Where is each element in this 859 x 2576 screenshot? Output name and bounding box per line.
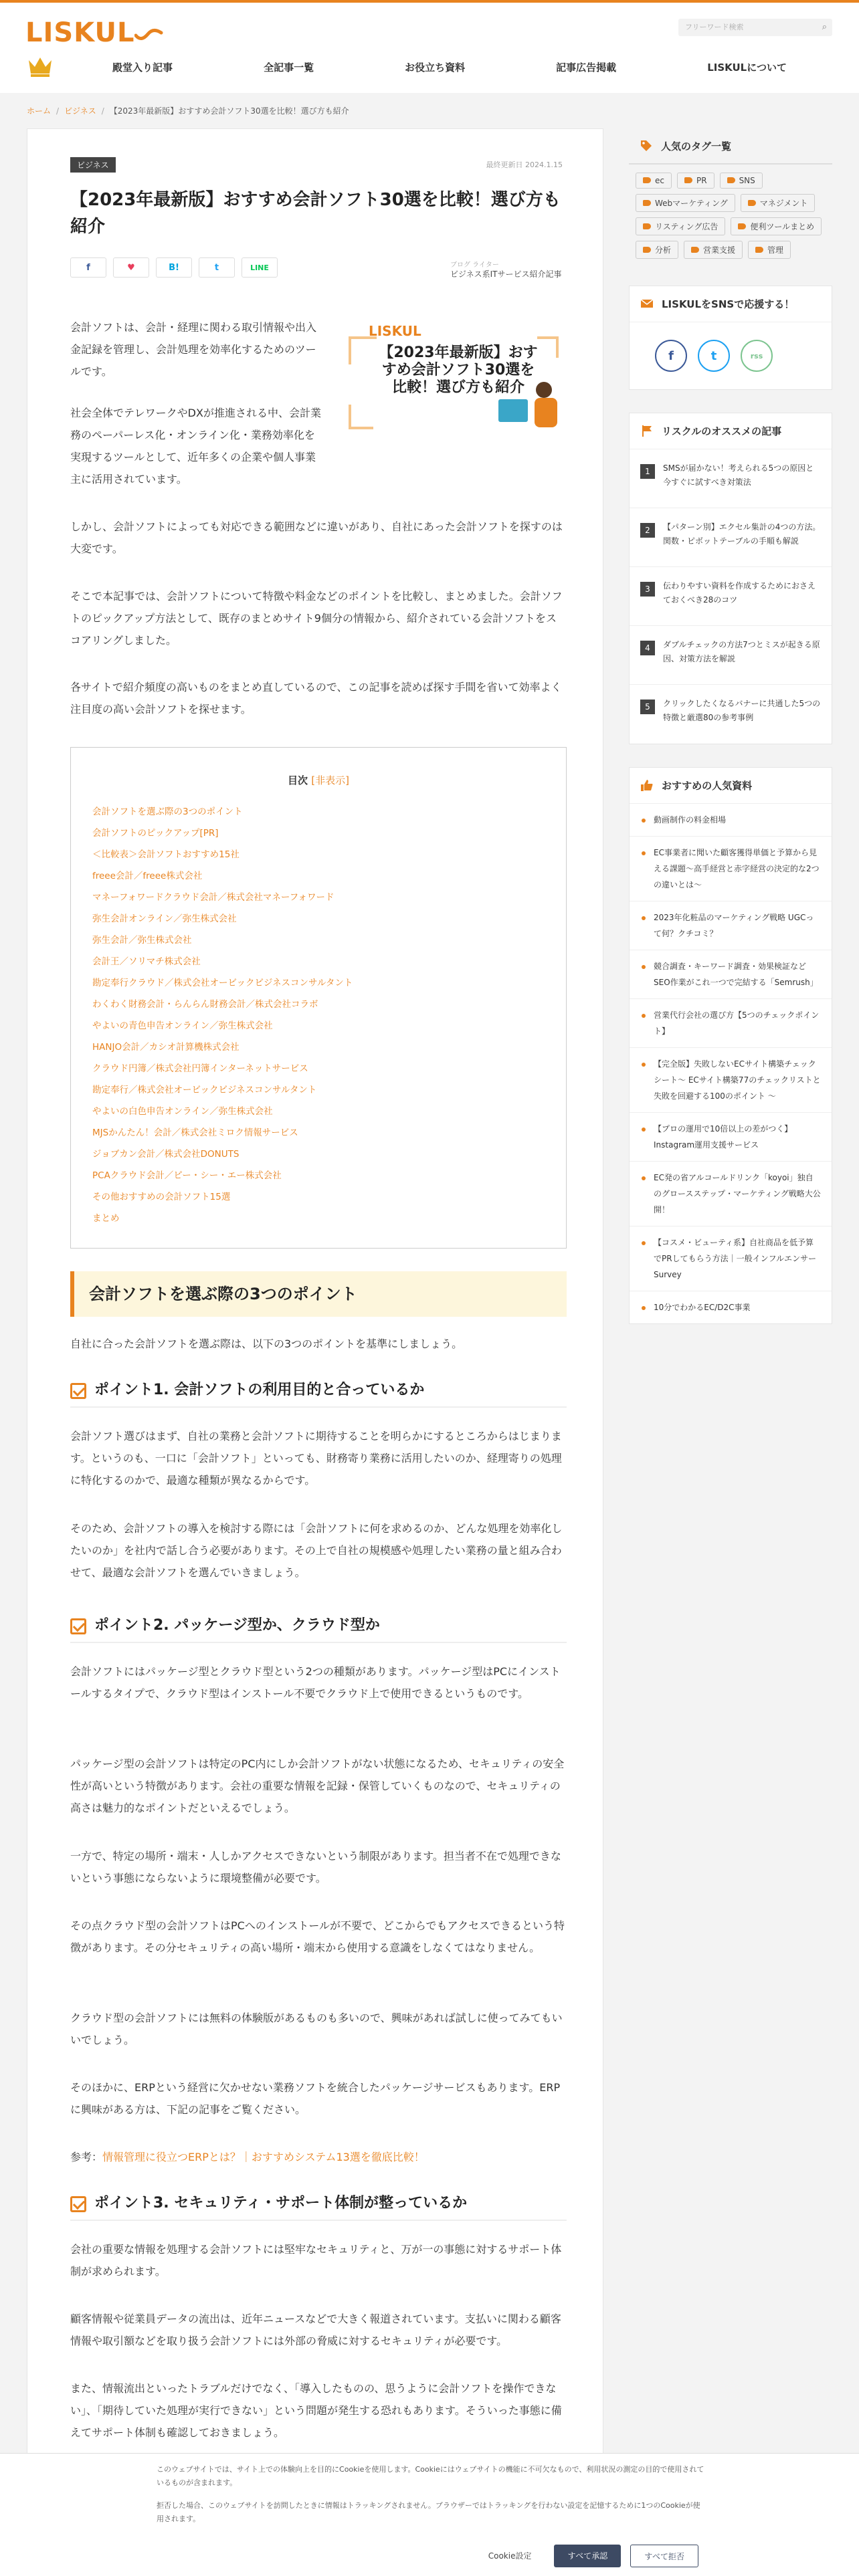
toc-item[interactable]: HANJO会計／カシオ計算機株式会社 [92,1042,240,1053]
list-item[interactable]: 10分でわかるEC/D2C事業 [630,1291,832,1323]
point-2-paragraph-e: クラウド型の会計ソフトには無料の体験版があるものも多いので、興味があれば試しに使ってみてもいいでしょう。 [70,2012,563,2046]
category-badge[interactable]: ビジネス [70,157,116,173]
search-input[interactable]: フリーワード検索 ⌕ [678,19,832,36]
checkbox-icon [70,2196,86,2212]
documents-title: おすすめの人気資料 [662,780,753,792]
toc-item[interactable]: ジョブカン会計／株式会社DONUTS [92,1149,240,1160]
toc-title: 目次 [288,774,308,786]
nav-item-hall-of-fame[interactable]: 殿堂入り記事 [112,62,173,74]
tag-list [629,165,832,263]
sns-title: LISKULをSNSで応援する！ [662,298,795,310]
point-3-heading: ポイント3. セキュリティ・サポート体制が整っているか [70,2190,567,2221]
tag-item[interactable]: ec [636,173,672,189]
point-1-paragraph-a: 会計ソフト選びはまず、自社の業務と会計ソフトに期待することを明らかにするところからはじまります。というのも、一口に「会計ソフト」といっても、財務寄り業務に活用したいのか、経理寄りの処理に特化するのかで、最適な種類が異なるからです。 [70,1430,562,1487]
page-title: 【2023年最新版】おすすめ会計ソフト30選を比較！選び方も紹介 [70,190,561,237]
sidebar [629,128,832,1347]
toc-item[interactable]: 弥生会計オンライン／弥生株式会社 [92,914,237,924]
list-item[interactable]: 3 伝わりやすい資料を作成するためにおさえておくべき28のコツ [630,567,832,626]
tag-item[interactable]: 分析 [636,241,678,259]
thumbs-up-icon [640,778,654,792]
rank-number: 3 [640,582,655,597]
list-item[interactable]: 【プロの運用で10倍以上の差がつく】Instagram運用支援サービス [630,1113,832,1162]
toc-item[interactable]: クラウド円簿／株式会社円簿インターネットサービス [92,1063,308,1074]
rank-number: 4 [640,641,655,655]
search-icon[interactable]: ⌕ [822,22,827,32]
point-3-paragraph-b: 顧客情報や従業員データの流出は、近年ニュースなどで大きく報道されています。支払いに関わる顧客情報や取引額などを取り扱う会計ソフトには外部の脅威に対するセキュリティが必要です。 [70,2313,561,2347]
author-name[interactable]: ビジネス系ITサービス紹介記事 [450,270,562,279]
toc-item[interactable]: やよいの白色申告オンライン／弥生株式会社 [92,1106,273,1117]
cookie-banner [0,2453,859,2576]
logo-swish-icon [134,26,164,42]
nav-item-all-articles[interactable]: 全記事一覧 [264,62,314,74]
breadcrumb-category[interactable]: ビジネス [64,106,96,116]
intro-paragraph-4: そこで本記事では、会計ソフトについて特徴や料金などのポイントを比較し、まとめました。会計ソフトのピックアップ方法として、既存のまとめサイト9個分の情報から、紹介されている会計ソフトをスコアリングしました。 [70,590,563,647]
toc-item[interactable]: 勘定奉行／株式会社オービックビジネスコンサルタント [92,1085,317,1095]
list-item[interactable]: 2023年化粧品のマーケティング戦略 UGCって何？クチコミ？ [630,901,832,950]
author-label: ブログ ライター [450,261,499,269]
toc-item[interactable]: 会計ソフトのピックアップ[PR] [92,828,219,839]
share-line-button[interactable]: LINE [242,257,278,278]
checkbox-icon [70,1618,86,1634]
recommended-title: リスクルのオススメの記事 [662,425,782,437]
updated-date: 最終更新日 2024.1.15 [486,160,563,169]
reference-link[interactable]: 情報管理に役立つERPとは？｜おすすめシステム13選を徹底比較！ [102,2151,425,2163]
twitter-icon[interactable]: t [698,340,730,372]
rank-number: 5 [640,700,655,714]
list-item[interactable]: EC事業者に聞いた顧客獲得単価と予算から見える課題〜高手経営と赤字経営の決定的な2つの違いとは〜 [630,837,832,901]
toc-list [92,801,353,1229]
list-item[interactable]: 【コスメ・ビューティ系】自社商品を低予算でPRしてもらう方法｜一般インフルエンサーSurvey [630,1226,832,1291]
article-main [27,128,603,2576]
checkbox-icon [70,1383,86,1399]
toc-item[interactable]: freee会計／freee株式会社 [92,871,203,881]
thumbnail-title: 【2023年最新版】おすすめ会計ソフト30選を比較！選び方も紹介 [379,344,538,396]
share-buttons [70,257,278,278]
point-2-paragraph-c: 一方で、特定の場所・端末・人しかアクセスできないという制限があります。担当者不在で処理できないという事態にならないように環境整備が必要です。 [70,1850,561,1885]
nav-item-about[interactable]: LISKULについて [707,62,787,74]
toc-item[interactable]: 勘定奉行クラウド／株式会社オービックビジネスコンサルタント [92,978,353,988]
share-facebook-button[interactable]: f [70,257,106,278]
point-3-paragraph-a: 会社の重要な情報を処理する会計ソフトには堅牢なセキュリティと、万が一の事態に対するサポート体制が求められます。 [70,2243,562,2278]
crown-icon [27,55,54,78]
facebook-icon[interactable]: f [655,340,687,372]
toc-item[interactable]: その他おすすめの会計ソフト15選 [92,1192,231,1202]
list-item[interactable]: 4 ダブルチェックの方法7つとミスが起きる原因、対策方法を解説 [630,626,832,685]
tags-widget [629,128,832,263]
article-thumbnail [343,318,567,438]
point-2-paragraph-d: その点クラウド型の会計ソフトはPCへのインストールが不要で、どこからでもアクセスできるという特徴があります。その分セキュリティの高い場所・端末から使用する意識をしなくてはなりません。 [70,1919,565,1954]
breadcrumb: ホーム / ビジネス / 【2023年最新版】おすすめ会計ソフト30選を比較！選び方も紹介 [27,106,349,116]
tag-icon [640,139,653,152]
list-item[interactable]: 営業代行会社の選び方【5つのチェックポイント】 [630,999,832,1048]
recommended-widget [629,413,832,744]
list-item[interactable]: 5 クリックしたくなるバナーに共通した5つの特徴と厳選80の参考事例 [630,685,832,744]
intro-paragraph-1: 会計ソフトは、会計・経理に関わる取引情報や出入金記録を管理し、会計処理を効率化するためのツールです。 [70,321,317,378]
toc-item[interactable]: まとめ [92,1213,120,1224]
cookie-accept-button[interactable]: すべて承認 [554,2545,621,2567]
toc-toggle-button[interactable]: [非表示] [311,774,349,786]
intro-paragraph-2: 社会全体でテレワークやDXが推進される中、会計業務のペーパーレス化・オンライン化・業務効率化を実現するツールとして、近年多くの企業や個人事業主に活用されています。 [70,407,321,486]
tag-item[interactable]: 便利ツールまとめ [731,217,822,235]
toc-item[interactable]: PCAクラウド会計／ピー・シー・エー株式会社 [92,1170,282,1181]
intro-paragraph-3: しかし、会計ソフトによっても対応できる範囲などに違いがあり、自社にあった会計ソフトを探すのは大変です。 [70,520,563,555]
site-header [0,3,859,93]
point-2-paragraph-f: そのほかに、ERPという経営に欠かせない業務ソフトを統合したパッケージサービスもあります。ERPに興味がある方は、下記の記事をご覧ください。 [70,2081,561,2116]
toc-item[interactable]: 弥生会計／弥生株式会社 [92,935,192,946]
section-heading: 会計ソフトを選ぶ際の3つのポイント [70,1271,567,1317]
point-2-heading: ポイント2. パッケージ型か、クラウド型か [70,1612,567,1643]
cookie-reject-button[interactable]: すべて拒否 [630,2545,698,2567]
documents-widget [629,767,832,1324]
rank-number: 2 [640,523,655,538]
section-lead: 自社に合った会計ソフトを選ぶ際は、以下の3つのポイントを基準にしましょう。 [70,1337,463,1350]
breadcrumb-current: 【2023年最新版】おすすめ会計ソフト30選を比較！選び方も紹介 [109,106,349,116]
list-item[interactable]: 1 SMSが届かない！考えられる5つの原因と今すぐに試すべき対策法 [630,449,832,508]
cookie-text-1: このウェブサイトでは、サイト上での体験向上を目的にCookieを使用します。Cookieにはウェブサイトの機能に不可欠なもので、利用状況の測定の目的で使用されているものが含まれます。 [157,2465,704,2487]
thumbnail-logo: LISKUL [369,323,421,339]
list-item[interactable]: 競合調査・キーワード調査・効果検証などSEO作業がこれ一つで完結する「Semrush」 [630,950,832,999]
reference-line: 参考：情報管理に役立つERPとは？｜おすすめシステム13選を徹底比較！ [70,2151,425,2163]
sns-widget [629,286,832,390]
mail-icon [640,297,654,310]
toc-item[interactable]: やよいの青色申告オンライン／弥生株式会社 [92,1021,273,1031]
breadcrumb-home[interactable]: ホーム [27,106,52,116]
rank-number: 1 [640,464,655,479]
share-twitter-button[interactable]: t [199,257,235,278]
tags-title: 人気のタグ一覧 [661,140,732,152]
nav-item-resources[interactable]: お役立ち資料 [405,62,466,74]
tag-item[interactable]: リスティング広告 [636,217,725,235]
tag-item[interactable]: 管理 [748,241,791,259]
site-logo[interactable]: LISKUL [25,17,164,48]
list-item[interactable]: EC発の省アルコールドリンク「koyoi」独自のグロースステップ・マーケティング戦略大公開！ [630,1162,832,1226]
nav-item-ads[interactable]: 記事広告掲載 [556,62,617,74]
table-of-contents [70,747,567,1249]
share-hatena-button[interactable]: B! [156,257,192,278]
main-nav [67,60,832,74]
intro-paragraph-5: 各サイトで紹介頻度の高いものをまとめ直しているので、この記事を読めば探す手間を省いて効率よく注目度の高い会計ソフトを探せます。 [70,681,562,716]
point-1-heading: ポイント1. 会計ソフトの利用目的と合っているか [70,1377,567,1408]
toc-item[interactable]: 会計王／ソリマチ株式会社 [92,956,201,967]
toc-item[interactable]: わくわく財務会計・らんらん財務会計／株式会社コラボ [92,999,318,1010]
rss-icon[interactable]: rss [741,340,773,372]
flag-icon [640,424,654,437]
toc-item[interactable]: 会計ソフトを選ぶ際の3つのポイント [92,807,243,817]
share-pocket-button[interactable]: ♥ [113,257,149,278]
toc-item[interactable]: マネーフォワードクラウド会計／株式会社マネーフォワード [92,892,335,903]
point-2-paragraph-b: パッケージ型の会計ソフトは特定のPC内にしか会計ソフトがない状態になるため、セキュリティの安全性が高いという特徴があります。会社の重要な情報を記録・保管していくものなので、セキュリティの高さは魅力的なポイントだといえるでしょう。 [70,1757,565,1814]
toc-item[interactable]: MJSかんたん！会計／株式会社ミロク情報サービス [92,1128,298,1138]
point-2-paragraph-a: 会計ソフトにはパッケージ型とクラウド型という2つの種類があります。パッケージ型はPCにインストールするタイプで、クラウド型はインストール不要でクラウド上で使用できるというものです。 [70,1665,561,1700]
tag-item[interactable]: 営業支援 [684,241,743,259]
cookie-settings-button[interactable]: Cookie設定 [475,2545,545,2567]
list-item[interactable]: 【完全版】失敗しないECサイト構築チェックシート〜 ECサイト構築77のチェックリストと失敗を回避する100のポイント 〜 [630,1048,832,1113]
tag-item[interactable]: PR [677,173,714,189]
tag-item[interactable]: Webマーケティング [636,194,735,212]
cookie-text-2: 拒否した場合、このウェブサイトを訪問したときに情報はトラッキングされません。ブラウザーではトラッキングを行わない設定を記憶するために1つのCookieが使用されます。 [157,2501,700,2523]
list-item[interactable]: 2 【パターン別】エクセル集計の4つの方法。関数・ピボットテーブルの手順も解説 [630,508,832,567]
tag-item[interactable]: マネジメント [741,194,816,212]
point-3-paragraph-c: また、情報流出といったトラブルだけでなく、「導入したものの、思うように会計ソフトを操作できない」、「期待していた処理が実行できない」という問題が発生する恐れもあります。そういった事態に備えてサポート体制も確認しておきましょう。 [70,2382,562,2439]
list-item[interactable]: 動画制作の料金相場 [630,804,832,837]
point-1-paragraph-b: そのため、会計ソフトの導入を検討する際には「会計ソフトに何を求めるのか、どんな処理を効率化したいのか」を社内で話し合う必要があります。その上で自社の規模感や処理したい業務の量と組み合わせて、最適な会計ソフトを選んでいきましょう。 [70,1522,563,1579]
toc-item[interactable]: ＜比較表＞会計ソフトおすすめ15社 [92,849,240,860]
tag-item[interactable]: SNS [720,173,763,189]
